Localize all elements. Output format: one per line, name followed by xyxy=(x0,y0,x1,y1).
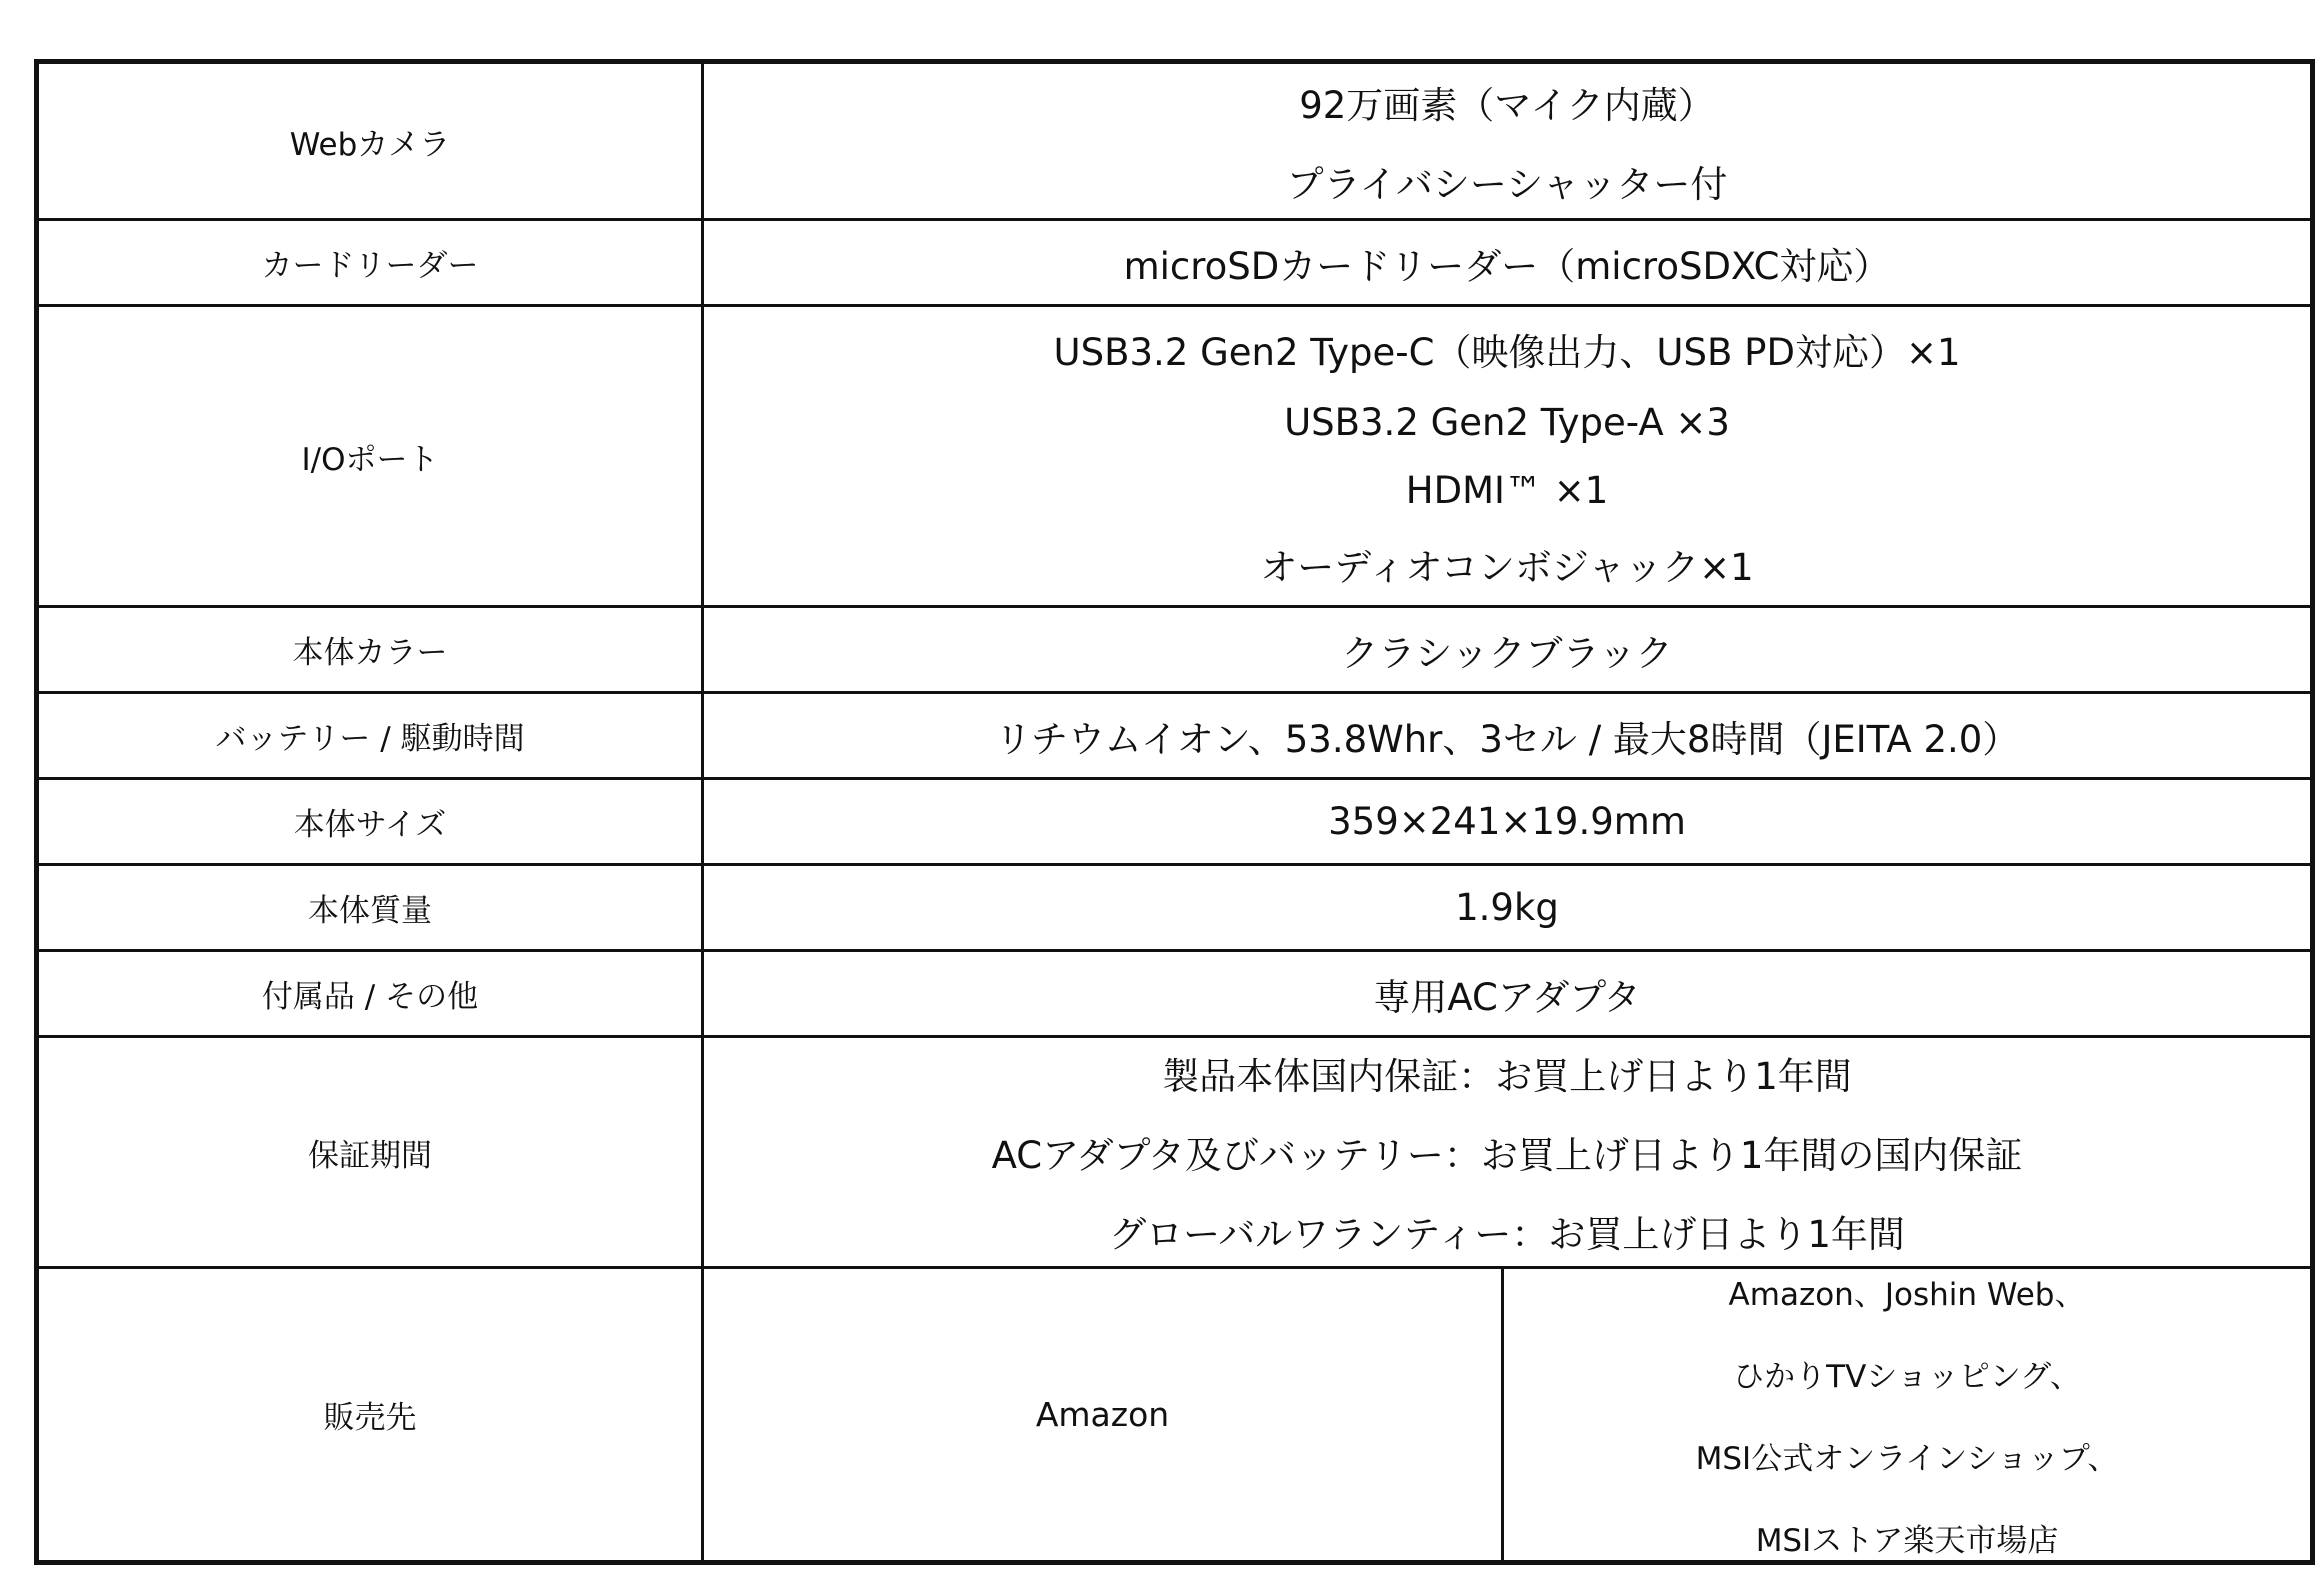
io-port-line-2: USB3.2 Gen2 Type-A ×3 xyxy=(1284,400,1730,444)
row-accessories xyxy=(37,951,2313,1037)
io-ports-value xyxy=(703,306,2313,607)
sales-right-line-4: MSIストア楽天市場店 xyxy=(1755,1523,2059,1559)
warranty-label: 保証期間 xyxy=(37,1037,703,1268)
accessories-label: 付属品 / その他 xyxy=(37,951,703,1037)
row-size xyxy=(37,779,2313,865)
io-port-line-4: オーディオコンボジャック×1 xyxy=(1260,545,1754,589)
spec-table xyxy=(34,59,2315,1565)
webcam-line-1: 92万画素（マイク内蔵） xyxy=(1299,83,1715,127)
accessories-value: 専用ACアダプタ xyxy=(703,951,2313,1037)
row-weight xyxy=(37,865,2313,951)
warranty-line-3: グローバルワランティー：お買上げ日より1年間 xyxy=(1109,1213,1905,1256)
sales-right-line-1: Amazon、Joshin Web、 xyxy=(1728,1277,2086,1313)
io-port-line-1: USB3.2 Gen2 Type-C（映像出力、USB PD対応）×1 xyxy=(1053,330,1961,374)
weight-value: 1.9kg xyxy=(703,865,2313,951)
color-label: 本体カラー xyxy=(37,607,703,693)
card-reader-value: microSDカードリーダー（microSDXC対応） xyxy=(703,220,2313,306)
size-label: 本体サイズ xyxy=(37,779,703,865)
sales-label: 販売先 xyxy=(37,1268,703,1563)
row-sales xyxy=(37,1268,2313,1563)
row-warranty xyxy=(37,1037,2313,1268)
sales-right-line-2: ひかりTVショッピング、 xyxy=(1733,1359,2081,1395)
row-io-ports xyxy=(37,306,2313,607)
warranty-line-1: 製品本体国内保証：お買上げ日より1年間 xyxy=(1162,1055,1852,1098)
warranty-value xyxy=(703,1037,2313,1268)
io-port-line-3: HDMI™ ×1 xyxy=(1405,468,1609,512)
color-value: クラシックブラック xyxy=(703,607,2313,693)
sales-right-line-3: MSI公式オンラインショップ、 xyxy=(1695,1441,2119,1477)
webcam-value xyxy=(703,62,2313,220)
row-webcam xyxy=(37,62,2313,220)
weight-label: 本体質量 xyxy=(37,865,703,951)
card-reader-label: カードリーダー xyxy=(37,220,703,306)
webcam-line-2: プライバシーシャッター付 xyxy=(1286,162,1728,206)
row-card-reader xyxy=(37,220,2313,306)
sales-left-value: Amazon xyxy=(703,1268,1503,1563)
battery-value: リチウムイオン、53.8Whr、3セル / 最大8時間（JEITA 2.0） xyxy=(703,693,2313,779)
row-battery xyxy=(37,693,2313,779)
warranty-line-2: ACアダプタ及びバッテリー：お買上げ日より1年間の国内保証 xyxy=(991,1134,2023,1177)
battery-label: バッテリー / 駆動時間 xyxy=(37,693,703,779)
row-color xyxy=(37,607,2313,693)
sales-right-value xyxy=(1503,1268,2313,1563)
webcam-label: Webカメラ xyxy=(37,62,703,220)
io-ports-label: I/Oポート xyxy=(37,306,703,607)
size-value: 359×241×19.9mm xyxy=(703,779,2313,865)
